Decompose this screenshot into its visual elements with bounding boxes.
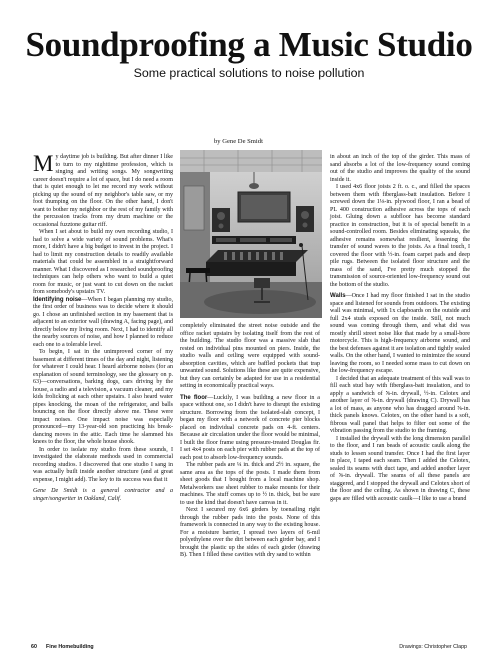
column-1 xyxy=(33,151,173,503)
paragraph: I installed the drywall with the long dimension parallel to the floor, and I ran beads of acoustic caulk along the studs to lessen sound transfer. Once I had the first layer in place, I taped each seam. Then I added the Celotex, sealed its seams with duct tape, and added another layer of ⅝-in. drywall. The seams of all these panels are staggered, and I stopped the drywall and Celotex short of the floor and the ceiling. As shown in drawing C, these gaps are filled with acoustic caulk—I like to use a brand xyxy=(330,435,470,502)
paragraph: I decided that an adequate treatment of this wall was to fill each stud bay with fiberglass-batt insulation, and to apply a sandwich of ⅝-in. drywall, ½-in. Celotex and another layer of ⅝-in. drywall (drawing C). Drywall has a lot of mass, as anyone who has dragged around ⅝-in. thick panels knows. Celotex, on the other hand is a soft, fibrous wall panel that helps to filter out some of the vibration passing from the studio to the framing. xyxy=(330,375,470,434)
article-subtitle: Some practical solutions to noise pollution xyxy=(133,66,365,80)
drawings-credit: Drawings: Christopher Clapp xyxy=(399,644,467,650)
drop-cap: M xyxy=(33,151,54,176)
paragraph xyxy=(33,151,173,229)
column-3 xyxy=(330,154,470,503)
section-heading: Walls xyxy=(330,293,346,299)
paragraph: completely eliminated the street noise outside and the office racket upstairs by isolating itself from the rest of the building. The studio floor was a massive slab that rested on individual pins mounted on piers. Inside, the studio walls and ceiling were equipped with sound-absorption cavities, which are baffled pockets that trap unwanted sound. Solutions like these are quite expensive, but they can certainly be adapted for use in a residential setting in economically practical ways. xyxy=(180,323,320,389)
paragraph: To begin, I sat in the unimproved corner of my basement at different times of the day and night, listening for whatever I could hear. I heard airborne noises (for an explanation of sound terminology, see the glossary on p. 63)—conversations, barking dogs, cars driving by the house, a radio and a television, a vacuum cleaner, and my kids frolicking at each other upstairs. I also heard water pipes knocking, the moan of the refrigerator, and balls bouncing on the floor directly above me. These were impact noises. One impact noise was especially pronounced—my 13-year-old son practicing his break-dancing moves in the attic. Each time he slammed his knees to the floor, the whole house shook. xyxy=(33,349,173,445)
section-heading: Identifying noise xyxy=(33,296,82,303)
page-number: 60 xyxy=(31,644,37,650)
paragraph xyxy=(180,395,320,463)
magazine-name: Fine Homebuilding xyxy=(46,644,94,650)
paragraph: When I set about to build my own recording studio, I had to solve a wide variety of sound problems. What's more, I didn't have a big budget to invest in the project. I had to limit my construction details to readily available materials that could be assembled in a straightforward manner. What I discovered as I researched soundproofing techniques can help others who want to build a quiet room for music, or just want to cut down on the racket from somebody's upstairs TV. xyxy=(33,229,173,295)
paragraph xyxy=(33,297,173,350)
paragraph: The rubber pads are ¼ in. thick and 2½ in. square, the same area as the tops of the posts. I made them from sheet goods that I bought from a local machine shop. Metalworkers use sheet rubber to make mounts for their machines. The stuff comes up to ½ in. thick, but be sure to use the kind that doesn't have canvas in it. xyxy=(180,462,320,506)
article-title: Soundproofing a Music Studio xyxy=(25,25,473,64)
studio-photo-image xyxy=(180,150,322,318)
paragraph xyxy=(330,293,470,376)
page-footer xyxy=(0,644,498,654)
paragraph-text: —Once I had my floor finished I sat in the studio space and listened for sounds from outdoors. The existing wall was minimal, with 1x clapboards on the outside and full 2x4 studs exposed on the inside. Still, not much sound was coming through them, and what did was mostly shrill street noise like that made by a small-bore motorcycle. This is high-frequency airborne sound, and the best defenses against it are isolation and tightly sealed walls. On the other hand, I wanted to minimize the sound leaving the room, so I needed some mass to cut down on the low-frequency escape. xyxy=(330,293,470,374)
paragraph-text: y daytime job is building. But after dinner I like to turn to my nighttime profession, which is singing and writing songs. My songwriting career doesn't require a lot of space, but I do need a room that is quiet enough to let me record my work without picking up the sound of my neighbor's table saw, or my foot thumping on the floor. On the other hand, I don't want to bother my neighbor or the rest of my family with the percussion tracks from my drum machine or the occasional fuzztone guitar riff. xyxy=(33,154,173,228)
paragraph: in about an inch of the top of the girder. This mass of sand absorbs a lot of the low-frequency sound coming out of the studio and improves the quality of the sound inside it. xyxy=(330,154,470,183)
paragraph-text: —Luckily, I was building a new floor in a space without one, so I didn't have to disrupt the existing structure. Borrowing from the isolated-slab concept, I began my floor with a network of concrete pier blocks placed on individual concrete pads on 4-ft. centers. Because air circulation under the floor would be minimal, I built the floor frame using pressure-treated Douglas fir. I set 4x4 posts on each pier with rubber pads at the top of each post to absorb low-frequency sounds. xyxy=(180,394,320,461)
byline: by Gene De Smidt xyxy=(214,138,263,145)
paragraph: Next I secured my 6x6 girders by toenailing right through the rubber pads into the posts. None of this framework is connected in any way to the existing house. For a moisture barrier, I spread two layers of 6-mil polyethylene over the dirt between each girder bay, and I brought the plastic up the sides of each girder (drawing B). Then I filled these cavities with dry sand to within xyxy=(180,507,320,558)
studio-photo xyxy=(180,150,322,318)
author-bio: Gene De Smidt is a general contractor and a singer/songwriter in Oakland, Calif. xyxy=(33,488,173,502)
paragraph: I used 4x6 floor joists 2 ft. o. c., and filled the spaces between them with fiberglass-batt insulation. Before I screwed down the 1⅛-in. plywood floor, I ran a bead of PL 400 construction adhesive across the tops of each joist. Gluing down a subfloor has become standard practice in construction, but it is of special benefit in a sound-controlled room. Besides eliminating squeaks, the adhesive remains somewhat resilient, lessening the transfer of sound waves to the joists. As a final touch, I covered the floor with ½-in. foam carpet pads and deep pile rugs. Between the isolated floor structure and the mass of the sand, I've pretty much stopped the transmission of source-oriented low-frequency sound out the bottom of the studio. xyxy=(330,184,470,288)
column-2 xyxy=(180,323,320,560)
paragraph-text: —When I began planning my studio, the first order of business was to decide where it should go. I chose an unfinished section in my basement that is adjacent to an exterior wall (drawing A, facing page), and directly below my living room. Next, I had to identify all the nearby sources of noise, and how I planned to reduce each one to a tolerable level. xyxy=(33,296,173,348)
section-heading: The floor xyxy=(180,394,208,401)
paragraph: In order to isolate my studio from these sounds, I investigated the elaborate methods used in commercial recording studios. I discovered that one studio I sang in was actually built inside another structure (and at great expense, I might add). The key to its success was that it xyxy=(33,446,173,483)
